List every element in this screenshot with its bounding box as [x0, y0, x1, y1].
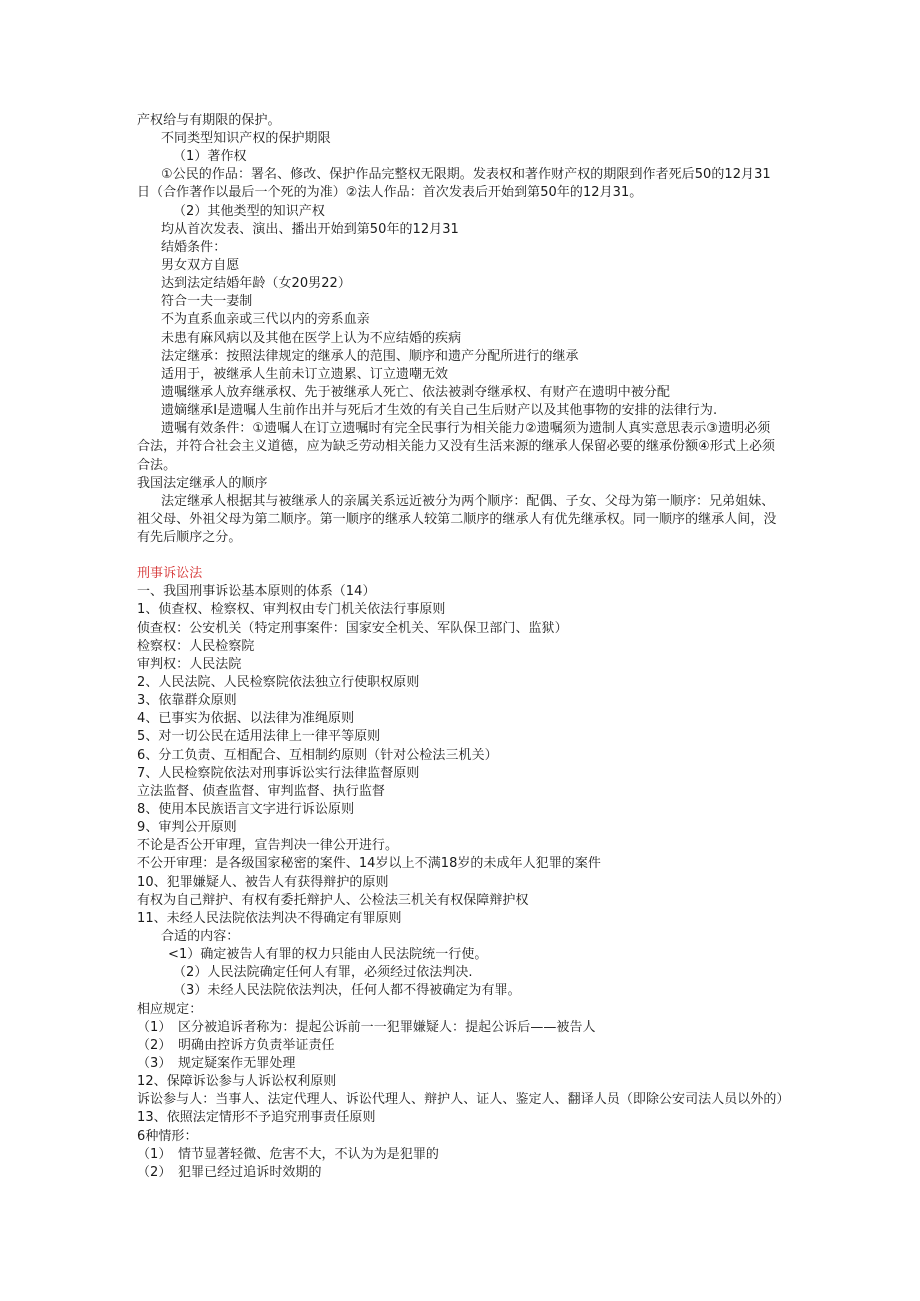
text-line: 合法，并符合社会主义道德，应为缺乏劳动相关能力又没有生活来源的继承人保留必要的继承份额④形式上必须 [137, 439, 776, 454]
text-line: 遗嘱有效条件：①遗嘱人在订立遗嘱时有完全民事行为相关能力②遗嘱须为遗制人真实意思表示③遗明必须 [161, 421, 771, 436]
text-line: 我国法定继承人的顺序 [137, 476, 268, 491]
text-line: （1）著作权 [173, 149, 247, 164]
text-line: 11、未经人民法院依法判决不得确定有罪原则 [137, 911, 402, 926]
text-line: （3）未经人民法院依法判决，任何人都不得被确定为有罪。 [173, 983, 521, 998]
text-line: （2）人民法院确定任何人有罪，必须经过依法判决. [173, 965, 473, 980]
text-line: （3） 规定疑案作无罪处理 [137, 1056, 296, 1071]
text-line: 2、人民法院、人民检察院依法独立行使职权原则 [137, 675, 420, 690]
text-line: 检察权：人民检察院 [137, 639, 255, 654]
text-line: 法定继承：按照法律规定的继承人的范围、顺序和遗产分配所进行的继承 [161, 349, 579, 364]
text-line: （2） 犯罪已经过追诉时效期的 [137, 1165, 322, 1180]
text-line: 达到法定结婚年龄（女20男22） [161, 276, 351, 291]
text-line: <1）确定被告人有罪的权力只能由人民法院统一行使。 [168, 947, 488, 962]
text-line: 遗嘱继承人放弃继承权、先于被继承人死亡、依法被剥夺继承权、有财产在遗明中被分配 [161, 385, 670, 400]
text-line: 法定继承人根据其与被继承人的亲属关系远近被分为两个顺序：配偶、子女、父母为第一顺序：兄弟姐妹、 [161, 494, 775, 509]
text-line: 不论是否公开审理，宣告判决一律公开进行。 [137, 838, 399, 853]
text-line: 合适的内容： [161, 929, 240, 944]
text-line: 产权给与有期限的保护。 [137, 113, 281, 128]
text-line: 立法监督、侦查监督、审判监督、执行监督 [137, 784, 385, 799]
text-line: 合法。 [137, 458, 177, 473]
text-line: 6种情形： [137, 1129, 198, 1144]
text-line: 有先后顺序之分。 [137, 530, 242, 545]
text-line: 不同类型知识产权的保护期限 [161, 131, 331, 146]
text-line: （2）其他类型的知识产权 [173, 204, 325, 219]
text-line: 结婚条件： [161, 240, 227, 255]
text-line: 10、犯罪嫌疑人、被告人有获得辩护的原则 [137, 875, 389, 890]
text-line: 符合一夫一妻制 [161, 294, 253, 309]
text-line: 9、审判公开原则 [137, 820, 237, 835]
text-line: 有权为自己辩护、有权有委托辩护人、公检法三机关有权保障辩护权 [137, 893, 529, 908]
text-line: 12、保障诉讼参与人诉讼权利原则 [137, 1074, 337, 1089]
text-line: ①公民的作品：署名、修改、保护作品完整权无限期。发表权和著作财产权的期限到作者死后50的12月31 [161, 167, 771, 182]
text-line: 日（合作著作以最后一个死的为准）②法人作品：首次发表后开始到第50年的12月31。 [137, 185, 643, 200]
text-line: 审判权：人民法院 [137, 657, 242, 672]
text-line: 6、分工负责、互相配合、互相制约原则（针对公检法三机关） [137, 748, 498, 763]
text-line: 一、我国刑事诉讼基本原则的体系（14） [137, 584, 376, 599]
text-line: 13、依照法定情形不予追究刑事责任原则 [137, 1110, 376, 1125]
text-line: 1、侦查权、检察权、审判权由专门机关依法行事原则 [137, 602, 446, 617]
text-line: 7、人民检察院依法对刑事诉讼实行法律监督原则 [137, 766, 420, 781]
section-title: 刑事诉讼法 [137, 566, 203, 581]
text-line: 遗嫡继承Ⅰ是遗嘱人生前作出并与死后才生效的有关自己生后财产以及其他事物的安排的法律行为. [161, 403, 718, 418]
text-line: 男女双方自愿 [161, 258, 240, 273]
text-line: 均从首次发表、演出、播出开始到第50年的12月31 [161, 222, 459, 237]
text-line: 侦查权：公安机关（特定刑事案件：国家安全机关、军队保卫部门、监狱） [137, 621, 568, 636]
text-line: （1） 区分被追诉者称为：提起公诉前一一犯罪嫌疑人：提起公诉后——被告人 [137, 1020, 596, 1035]
text-line: 祖父母、外祖父母为第二顺序。第一顺序的继承人较第二顺序的继承人有优先继承权。同一顺序的继承人间，没 [137, 512, 777, 527]
text-line: 适用于，被继承人生前未订立遗累、订立遗嘲无效 [161, 367, 449, 382]
text-line: 不公开审理：是各级国家秘密的案件、14岁以上不满18岁的未成年人犯罪的案件 [137, 856, 601, 871]
text-line: 诉讼参与人：当事人、法定代理人、诉讼代理人、辩护人、证人、鉴定人、翻译人员（即除公安司法人员以外的） [137, 1092, 790, 1107]
text-line: 5、对一切公民在适用法律上一律平等原则 [137, 729, 381, 744]
text-line: 未患有麻风病以及其他在医学上认为不应结婚的疾病 [161, 331, 462, 346]
text-line: 8、使用本民族语言文字进行诉讼原则 [137, 802, 355, 817]
text-line: 不为直系血亲或三代以内的旁系血亲 [161, 312, 370, 327]
text-line: （2） 明确由控诉方负责举证责任 [137, 1038, 335, 1053]
text-line: 4、已事实为依据、以法律为准绳原则 [137, 711, 355, 726]
text-line: （1） 情节显著轻微、危害不大，不认为为是犯罪的 [137, 1147, 439, 1162]
text-line: 相应规定： [137, 1002, 203, 1017]
text-line: 3、依靠群众原则 [137, 693, 237, 708]
